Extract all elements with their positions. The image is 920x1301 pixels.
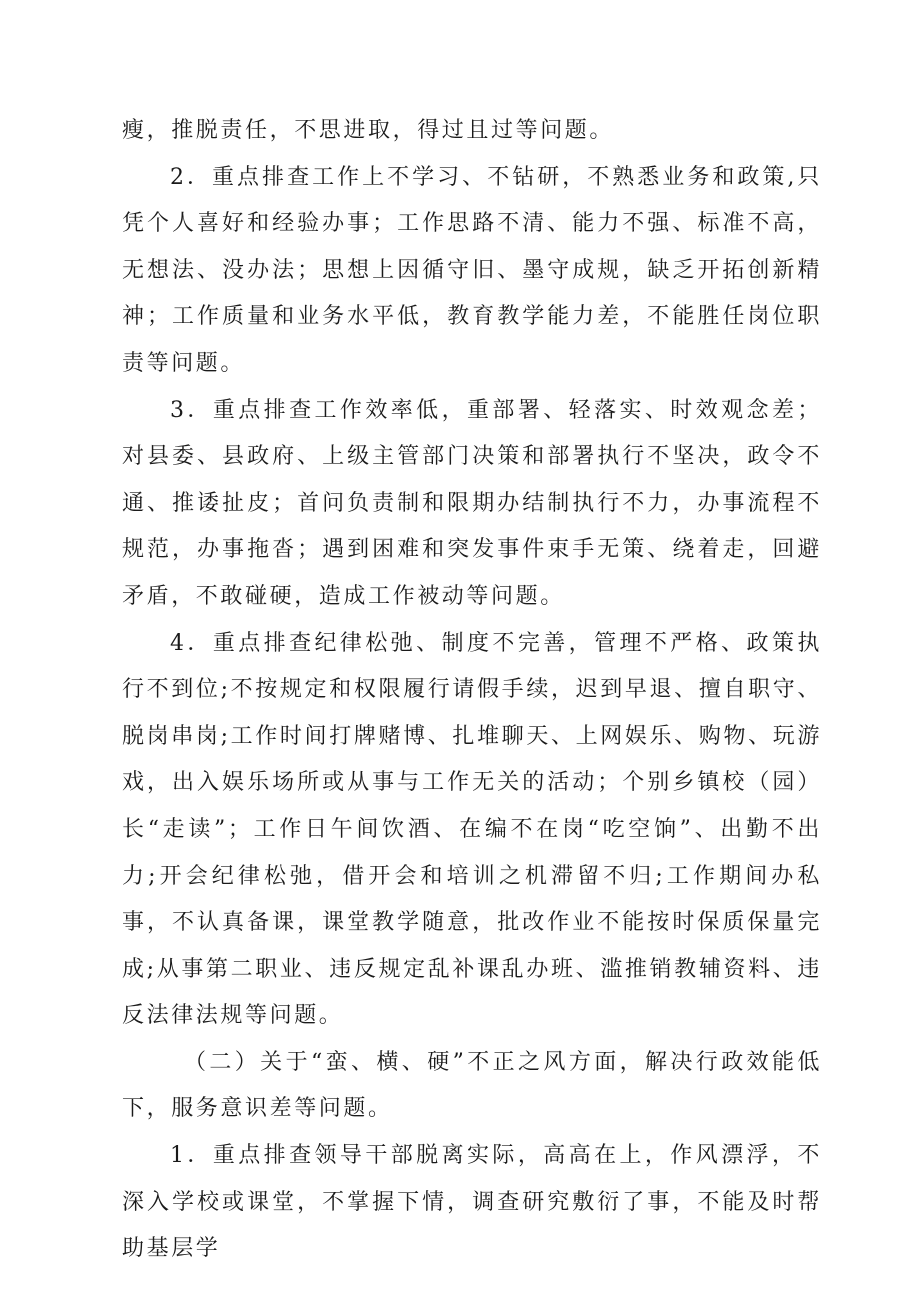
paragraph-item-3: 3．重点排查工作效率低，重部署、轻落实、时效观念差；对县委、县政府、上级主管部门决策和部署执行不坚决，政令不通、推诿扯皮；首问负责制和限期办结制执行不力，办事流程不规范，办事拖沓；遇到困难和突发事件束手无策、绕着走，回避矛盾，不敢碰硬，造成工作被动等问题。 bbox=[122, 397, 822, 609]
paragraph-continuation: 瘦，推脱责任，不思进取，得过且过等问题。 bbox=[122, 118, 615, 143]
section-heading-2: （二）关于“蛮、横、硬”不正之风方面，解决行政效能低下，服务意识差等问题。 bbox=[122, 1049, 822, 1122]
paragraph-item-4: 4．重点排查纪律松弛、制度不完善，管理不严格、政策执行不到位;不按规定和权限履行请假手续，迟到早退、擅自职守、脱岗串岗;工作时间打牌赌博、扎堆聊天、上网娱乐、购物、玩游戏，出入娱乐场所或从事与工作无关的活动；个别乡镇校（园）长“走读”；工作日午间饮酒、在编不在岗“吃空饷”、出勤不出力;开会纪律松弛，借开会和培训之机滞留不归;工作期间办私事，不认真备课，课堂教学随意，批改作业不能按时保质保量完成;从事第二职业、违反规定乱补课乱办班、滥推销教辅资料、违反法律法规等问题。 bbox=[122, 630, 822, 1029]
document-body bbox=[122, 108, 822, 1273]
paragraph-item-1: 1．重点排查领导干部脱离实际，高高在上，作风漂浮，不深入学校或课堂，不掌握下情，调查研究敷衍了事，不能及时帮助基层学 bbox=[122, 1143, 822, 1262]
paragraph-item-2: 2．重点排查工作上不学习、不钻研，不熟悉业务和政策,只凭个人喜好和经验办事；工作思路不清、能力不强、标准不高，无想法、没办法；思想上因循守旧、墨守成规，缺乏开拓创新精神；工作质量和业务水平低，教育教学能力差，不能胜任岗位职责等问题。 bbox=[122, 164, 822, 376]
